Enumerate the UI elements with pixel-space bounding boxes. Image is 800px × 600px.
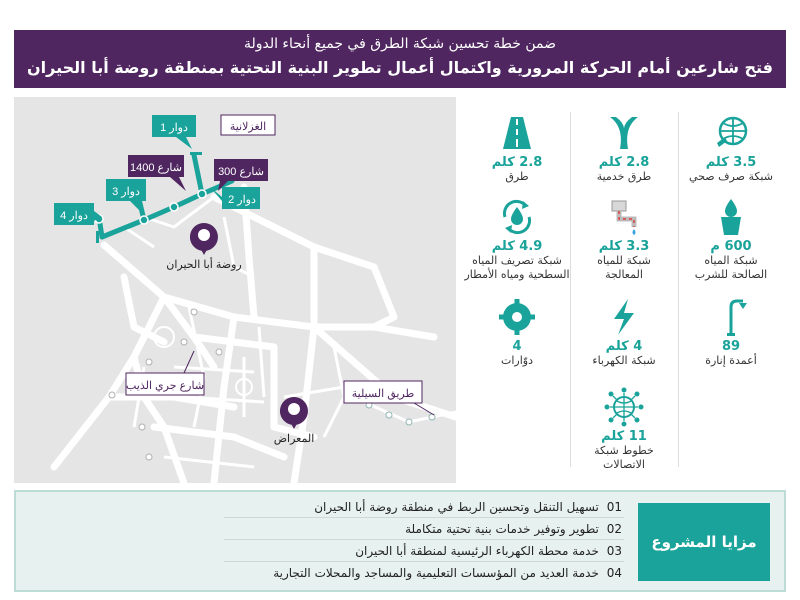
benefits-list [224, 496, 624, 584]
label-rawda: روضة أبا الحيران [166, 259, 242, 271]
label-sailiya: طريق السيلية [351, 388, 415, 400]
callout-roundabout4 [54, 203, 102, 225]
road-icon [497, 113, 537, 153]
street-light-icon [711, 297, 751, 337]
label-ghazlania: الغزلانية [229, 121, 267, 133]
header-subtitle: ضمن خطة تحسين شبكة الطرق في جميع أنحاء الدولة [243, 36, 557, 52]
lightning-icon [604, 297, 644, 337]
header-banner [14, 30, 786, 88]
callout-roundabout3 [106, 179, 146, 215]
road-fork-icon [604, 113, 644, 153]
label-roundabout4: دوار 4 [60, 210, 88, 222]
roundabout-icon [497, 297, 537, 337]
benefits-panel [14, 490, 786, 592]
stat-sewage: 3.5 كلم شبكة صرف صحي [678, 113, 784, 184]
project-map [14, 97, 456, 483]
header-title: فتح شارعين أمام الحركة المرورية واكتمال أعمال تطوير البنية التحتية بمنطقة روضة أبا الحيران [26, 58, 774, 77]
benefits-title: مزايا المشروع [638, 503, 770, 581]
label-roundabout1: دوار 1 [160, 122, 188, 134]
recycle-water-icon [497, 197, 537, 237]
callout-ghazlania [221, 115, 275, 135]
label-street1400: شارع 1400 [130, 162, 182, 174]
globe-icon [711, 113, 751, 153]
stat-drainage: 4.9 كلم شبكة تصريف المياه السطحية ومياه الأمطار [464, 197, 570, 282]
label-roundabout2: دوار 2 [228, 194, 256, 206]
stat-roads: 2.8 كلم طرق [464, 113, 570, 184]
network-globe-icon [604, 387, 644, 427]
pin-rawda-icon [190, 223, 218, 255]
label-street300: شارع 300 [218, 166, 264, 178]
benefit-item: 01 تسهيل التنقل وتحسين الربط في منطقة روضة أبا الحيران [224, 496, 624, 518]
label-roundabout3: دوار 3 [112, 186, 140, 198]
benefit-item: 04 خدمة العديد من المؤسسات التعليمية والمساجد والمحلات التجارية [273, 566, 622, 580]
water-glass-icon [711, 197, 751, 237]
benefit-item: 03 خدمة محطة الكهرباء الرئيسية لمنطقة أبا الحيران [224, 540, 624, 562]
callout-roundabout1 [152, 115, 196, 149]
benefit-item: 02 تطوير وتوفير خدمات بنية تحتية متكاملة [224, 518, 624, 540]
stat-service-roads: 2.8 كلم طرق خدمية [571, 113, 677, 184]
stat-roundabouts: 4 دوّارات [464, 297, 570, 368]
label-muaradh: المعراض [273, 433, 315, 445]
stat-telecom: 11 كلم خطوط شبكة الاتصالات [571, 387, 677, 472]
stat-street-lights: 89 أعمدة إنارة [678, 297, 784, 368]
label-jeri: شارع جري الذيب [125, 380, 205, 392]
stat-drinking-water: 600 م شبكة المياه الصالحة للشرب [678, 197, 784, 282]
treated-water-icon [604, 197, 644, 237]
stat-electricity: 4 كلم شبكة الكهرباء [571, 297, 677, 368]
stats-panel [464, 97, 786, 483]
callout-sailiya [344, 381, 434, 415]
stat-treated-water: 3.3 كلم شبكة للمياه المعالجة [571, 197, 677, 282]
